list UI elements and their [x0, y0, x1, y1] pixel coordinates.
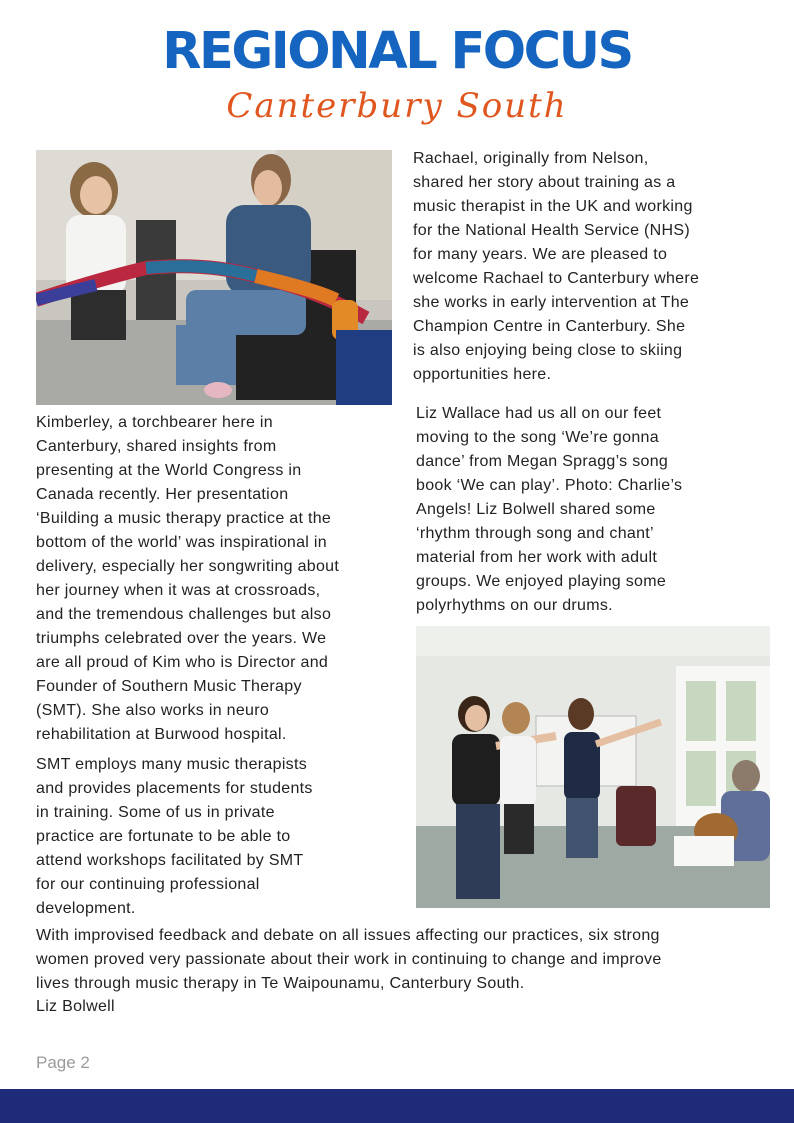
- footer-bar: [0, 1089, 794, 1123]
- page-subtitle: Canterbury South: [226, 86, 568, 126]
- paragraph-rachael: Rachael, originally from Nelson, shared her story about training as a music therapist in the UK and working for the National Health Service (NHS) for many years. We are pleased to welcome Rachael to Canterbury where she works in early intervention at The Champion Centre in Canterbury. She is also enjoying being close to skiing opportunities here.: [413, 150, 700, 383]
- paragraph-kimberley: Kimberley, a torchbearer here in Canterbury, shared insights from presenting at the World Congress in Canada recently. Her presentation ‘Building a music therapy practice at the bottom of the world’ was inspirational in delivery, especially her songwriting about her journey when it was at crossroads, and the tremendous challenges but also triumphs celebrated over the years. We are all proud of Kim who is Director and Founder of Southern Music Therapy (SMT). She also works in neuro rehabilitation at Burwood hospital.: [36, 414, 340, 743]
- photo-stretch-band: [36, 150, 392, 405]
- paragraph-closing: With improvised feedback and debate on all issues affecting our practices, six strong women proved very passionate about their work in continuing to change and improve lives through music therapy in Te Waipounamu, Canterbury South.: [36, 927, 662, 992]
- paragraph-smt: SMT employs many music therapists and provides placements for students in training. Some of us in private practice are fortunate to be able to attend workshops facilitated by SMT for our continuing professional development.: [36, 756, 313, 917]
- photo-dancing: [416, 626, 770, 908]
- paragraph-liz-wallace: Liz Wallace had us all on our feet moving to the song ‘We’re gonna dance’ from Megan Spragg’s song book ‘We can play’. Photo: Charlie’s Angels! Liz Bolwell shared some ‘rhythm through song and chant’ material from her work with adult groups. We enjoyed playing some polyrhythms on our drums.: [416, 405, 683, 614]
- page-title: REGIONAL FOCUS: [162, 22, 632, 81]
- page-number: Page 2: [36, 1053, 90, 1072]
- author-signature: Liz Bolwell: [36, 998, 115, 1015]
